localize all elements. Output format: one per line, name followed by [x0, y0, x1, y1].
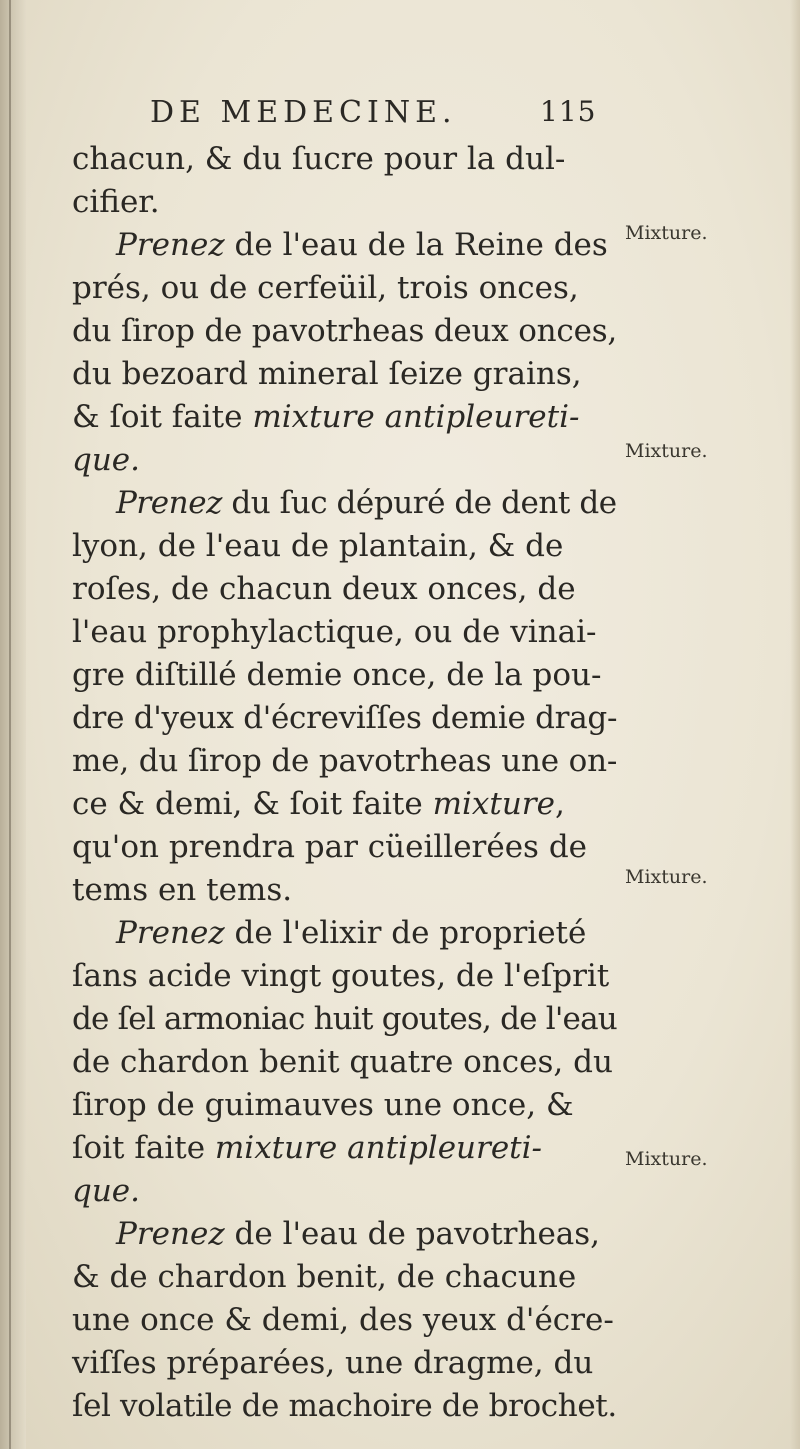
- margin-note-mixture-1: Mixture.: [625, 222, 708, 244]
- page-edge-shadow: [790, 0, 800, 1449]
- text-line: [72, 439, 617, 482]
- text-run: tems en tems.: [72, 872, 293, 908]
- text-line: [72, 353, 617, 396]
- text-run: cifier.: [72, 184, 160, 220]
- italic-text: que.: [72, 442, 141, 478]
- text-run: du ſirop de pavotrheas deux onces,: [72, 313, 618, 349]
- text-run: chacun, & du ſucre pour la dul-: [72, 141, 566, 177]
- text-run: ,: [554, 786, 565, 822]
- page-number: 115: [540, 95, 597, 128]
- text-line: [72, 955, 617, 998]
- italic-text: Prenez: [116, 1216, 225, 1252]
- text-line: [72, 998, 617, 1041]
- margin-note-mixture-2: Mixture.: [625, 440, 708, 462]
- text-line: [72, 525, 617, 568]
- text-line: [72, 611, 617, 654]
- text-run: de ſel armoniac huit goutes, de l'eau: [72, 1001, 617, 1037]
- text-run: dre d'yeux d'écreviſſes demie drag-: [72, 700, 618, 736]
- text-line: [72, 1213, 617, 1256]
- text-line: [72, 869, 617, 912]
- text-run: & de chardon benit, de chacune: [72, 1259, 577, 1295]
- text-run: ſoit faite: [72, 1130, 215, 1166]
- text-line: [72, 568, 617, 611]
- text-run: gre diſtillé demie once, de la pou-: [72, 657, 602, 693]
- text-line: [72, 1256, 617, 1299]
- text-line: [72, 697, 617, 740]
- margin-note-mixture-4: Mixture.: [625, 1148, 708, 1170]
- text-line: [72, 1299, 617, 1342]
- text-run: l'eau prophylactique, ou de vinai-: [72, 614, 597, 650]
- text-run: qu'on prendra par cüeillerées de: [72, 829, 588, 865]
- italic-text: mixture antipleureti-: [214, 1130, 543, 1166]
- text-line: [72, 310, 617, 353]
- text-run: de l'eau de pavotrheas,: [224, 1216, 601, 1252]
- text-line: [72, 181, 617, 224]
- text-run: ſans acide vingt goutes, de l'eſprit: [72, 958, 610, 994]
- text-line: [72, 1084, 617, 1127]
- italic-text: Prenez: [116, 915, 225, 951]
- text-line: [72, 912, 617, 955]
- text-run: ce & demi, & ſoit faite: [72, 786, 433, 822]
- text-line: [72, 267, 617, 310]
- italic-text: Prenez: [116, 485, 222, 521]
- text-run: roſes, de chacun deux onces, de: [72, 571, 576, 607]
- text-run: ſirop de guimauves une once, &: [72, 1087, 574, 1123]
- text-line: [72, 740, 617, 783]
- text-line: [72, 1342, 617, 1385]
- text-run: viſſes préparées, une dragme, du: [72, 1345, 594, 1381]
- text-run: de l'elixir de proprieté: [224, 915, 587, 951]
- text-run: de l'eau de la Reine des: [224, 227, 608, 263]
- text-run: & ſoit faite: [72, 399, 253, 435]
- italic-text: que.: [72, 1173, 141, 1209]
- text-line: [72, 482, 617, 525]
- text-line: [72, 396, 617, 439]
- text-line: [72, 1385, 617, 1428]
- text-run: du bezoard mineral ſeize grains,: [72, 356, 582, 392]
- text-line: [72, 1041, 617, 1084]
- text-run: de chardon benit quatre onces, du: [72, 1044, 613, 1080]
- italic-text: Prenez: [116, 227, 225, 263]
- binding-line: [9, 0, 11, 1449]
- text-line: [72, 1170, 617, 1213]
- italic-text: mixture: [432, 786, 555, 822]
- text-run: une once & demi, des yeux d'écre-: [72, 1302, 614, 1338]
- margin-note-mixture-3: Mixture.: [625, 866, 708, 888]
- text-run: prés, ou de cerfeüil, trois onces,: [72, 270, 579, 306]
- text-run: du ſuc dépuré de dent de: [221, 485, 617, 521]
- running-title: DE MEDECINE.: [150, 95, 457, 130]
- text-line: [72, 826, 617, 869]
- text-run: me, du ſirop de pavotrheas une on-: [72, 743, 618, 779]
- text-line: [72, 783, 617, 826]
- text-line: [72, 224, 617, 267]
- italic-text: mixture antipleureti-: [252, 399, 580, 435]
- text-run: lyon, de l'eau de plantain, & de: [72, 528, 564, 564]
- text-line: [72, 1127, 617, 1170]
- text-run: ſel volatile de machoire de brochet.: [72, 1388, 617, 1424]
- text-line: [72, 138, 617, 181]
- page-gutter: [0, 0, 26, 1449]
- text-line: [72, 654, 617, 697]
- body-text: [72, 138, 617, 1428]
